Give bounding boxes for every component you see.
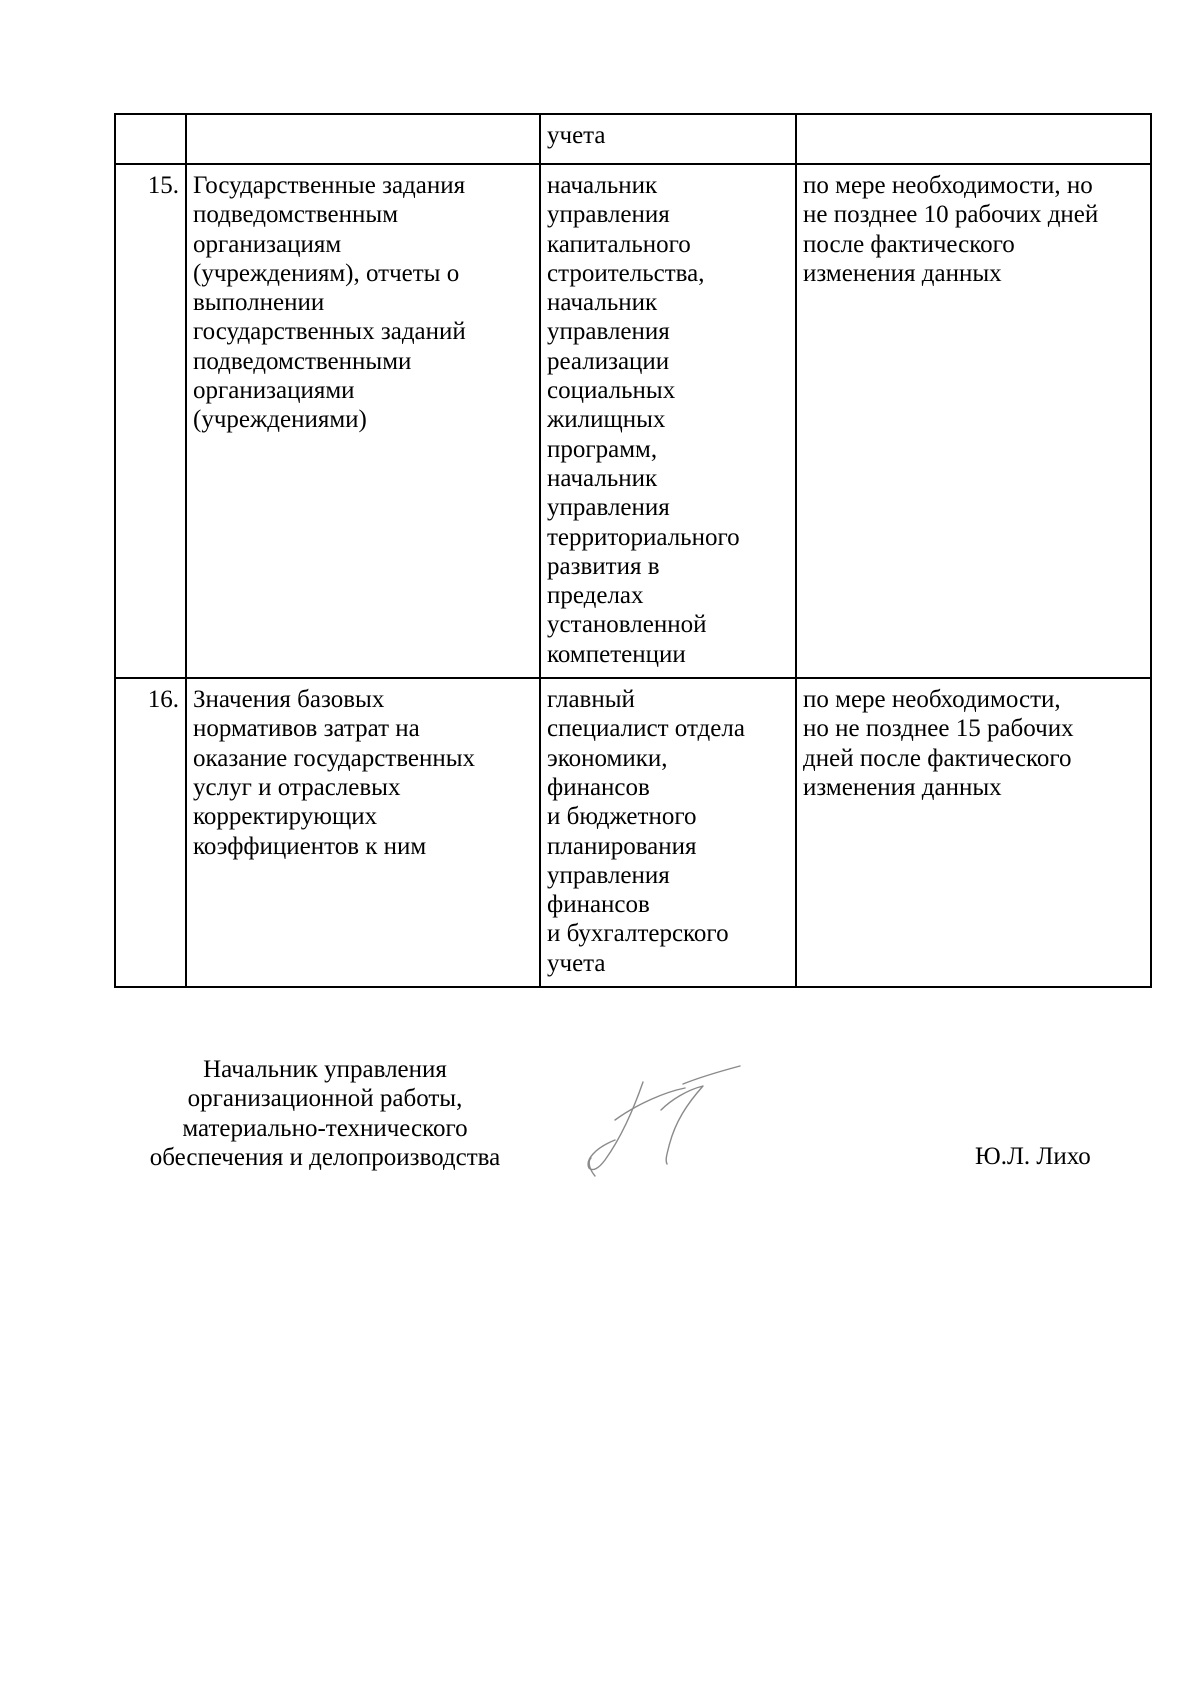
cell-line: и бухгалтерского bbox=[547, 920, 729, 948]
cell-line: дней после фактического bbox=[803, 744, 1072, 772]
cell-line: Государственные задания bbox=[193, 172, 466, 199]
signatory-position bbox=[100, 1055, 550, 1172]
cell-line: социальных bbox=[547, 377, 676, 405]
cell-name bbox=[186, 164, 540, 678]
signatory-name: Ю.Л. Лихо bbox=[975, 1143, 1091, 1170]
cell-responsible bbox=[540, 114, 796, 164]
cell-line: развития в bbox=[547, 552, 660, 580]
cell-line: финансов bbox=[547, 773, 650, 801]
cell-line: организациям bbox=[193, 230, 342, 258]
cell-line: начальник bbox=[547, 172, 658, 199]
table-row-continuation bbox=[115, 114, 1151, 164]
cell-line: но не позднее 15 рабочих bbox=[803, 715, 1074, 743]
cell-line: организациями bbox=[193, 377, 355, 405]
signature-stroke bbox=[661, 1086, 703, 1164]
row-number: 16. bbox=[115, 678, 186, 987]
cell-line: управления bbox=[547, 201, 670, 229]
cell-number bbox=[115, 114, 186, 164]
position-line: организационной работы, bbox=[187, 1085, 463, 1113]
cell-line: изменения данных bbox=[803, 259, 1002, 287]
cell-line: государственных заданий bbox=[193, 318, 466, 346]
cell-line: компетенции bbox=[547, 640, 686, 668]
signature-stroke bbox=[588, 1082, 643, 1170]
cell-line: главный bbox=[547, 686, 635, 714]
cell-line: жилищных bbox=[547, 406, 666, 434]
cell-line: корректирующих bbox=[193, 803, 378, 831]
cell-line: услуг и отраслевых bbox=[193, 773, 401, 801]
cell-line: подведомственными bbox=[193, 347, 412, 375]
cell-line: управления bbox=[547, 861, 670, 889]
cell-line: Значения базовых bbox=[193, 686, 385, 714]
cell-name bbox=[186, 678, 540, 987]
row-number: 15. bbox=[115, 164, 186, 678]
cell-responsible bbox=[540, 678, 796, 987]
cell-line: управления bbox=[547, 494, 670, 522]
cell-line: экономики, bbox=[547, 744, 668, 772]
cell-line: реализации bbox=[547, 347, 670, 375]
cell-line: изменения данных bbox=[803, 773, 1002, 801]
cell-name bbox=[186, 114, 540, 164]
cell-line: (учреждениями) bbox=[193, 406, 367, 434]
data-table bbox=[114, 113, 1152, 988]
position-line: материально-технического bbox=[182, 1114, 468, 1142]
table-row bbox=[115, 164, 1151, 678]
cell-line: начальник bbox=[547, 289, 658, 317]
cell-line: коэффициентов к ним bbox=[193, 832, 427, 860]
cell-line: после фактического bbox=[803, 230, 1015, 258]
cell-line: начальник bbox=[547, 464, 658, 492]
cell-line: по мере необходимости, но bbox=[803, 172, 1093, 199]
cell-line: не позднее 10 рабочих дней bbox=[803, 201, 1099, 229]
cell-line: пределах bbox=[547, 582, 644, 610]
cell-line: строительства, bbox=[547, 259, 705, 287]
cell-line: подведомственным bbox=[193, 201, 399, 229]
cell-line: по мере необходимости, bbox=[803, 686, 1061, 714]
cell-line: нормативов затрат на bbox=[193, 715, 420, 743]
signature-stroke bbox=[683, 1066, 740, 1084]
position-line: обеспечения и делопроизводства bbox=[149, 1143, 501, 1171]
cell-line: учета bbox=[547, 949, 606, 977]
cell-term bbox=[796, 164, 1151, 678]
cell-line: специалист отдела bbox=[547, 715, 745, 743]
cell-line: капитального bbox=[547, 230, 691, 258]
signature-block bbox=[0, 1055, 1200, 1195]
cell-line: установленной bbox=[547, 611, 707, 639]
cell-term bbox=[796, 678, 1151, 987]
handwritten-signature bbox=[575, 1060, 750, 1180]
cell-line: учета bbox=[547, 122, 606, 149]
cell-term bbox=[796, 114, 1151, 164]
signature-stroke bbox=[589, 1158, 595, 1176]
cell-line: управления bbox=[547, 318, 670, 346]
cell-line: финансов bbox=[547, 891, 650, 919]
table-row bbox=[115, 678, 1151, 987]
cell-responsible bbox=[540, 164, 796, 678]
position-line: Начальник управления bbox=[203, 1056, 447, 1083]
cell-line: оказание государственных bbox=[193, 744, 476, 772]
signature-stroke bbox=[615, 1088, 685, 1120]
cell-line: и бюджетного bbox=[547, 803, 697, 831]
cell-line: территориального bbox=[547, 523, 740, 551]
cell-line: планирования bbox=[547, 832, 697, 860]
cell-line: программ, bbox=[547, 435, 658, 463]
cell-line: выполнении bbox=[193, 289, 325, 317]
cell-line: (учреждениям), отчеты о bbox=[193, 259, 460, 287]
